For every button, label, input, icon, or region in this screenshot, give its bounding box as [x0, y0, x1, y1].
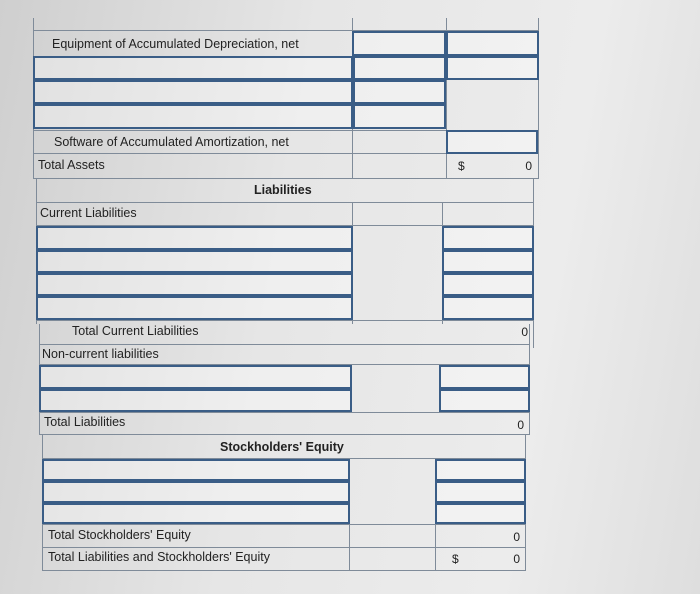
- noncurrent-liability-name-input-2[interactable]: [39, 389, 352, 412]
- row-divider: [42, 570, 526, 571]
- row-divider: [33, 178, 539, 179]
- total-assets-value: 0: [525, 159, 532, 173]
- row-divider: [36, 320, 534, 321]
- current-liabilities-label: Current Liabilities: [40, 206, 137, 220]
- total-liabilities-equity-label: Total Liabilities and Stockholders' Equity: [48, 550, 270, 564]
- total-current-liabilities-value: 0: [521, 325, 528, 339]
- asset-amount-input-3[interactable]: [353, 104, 446, 129]
- equity-name-input-1[interactable]: [42, 459, 350, 481]
- equity-heading: Stockholders' Equity: [220, 440, 344, 454]
- asset-name-input-1[interactable]: [33, 56, 353, 80]
- current-liability-name-input-2[interactable]: [36, 250, 353, 273]
- current-liability-name-input-4[interactable]: [36, 296, 353, 320]
- current-liability-total-input-4[interactable]: [442, 296, 534, 320]
- total-equity-value: 0: [513, 530, 520, 544]
- equity-total-input-2[interactable]: [435, 481, 526, 503]
- equity-name-input-2[interactable]: [42, 481, 350, 503]
- noncurrent-liability-name-input-1[interactable]: [39, 365, 352, 389]
- software-amount-input[interactable]: [446, 130, 538, 154]
- row-divider: [39, 434, 530, 435]
- row-divider: [39, 412, 530, 413]
- current-liability-total-input-1[interactable]: [442, 226, 534, 250]
- equity-total-input-1[interactable]: [435, 459, 526, 481]
- equipment-total-input[interactable]: [446, 31, 539, 56]
- row-divider: [42, 547, 526, 548]
- total-equity-label: Total Stockholders' Equity: [48, 528, 191, 542]
- current-liability-name-input-3[interactable]: [36, 273, 353, 296]
- asset-amount-input-1[interactable]: [353, 56, 446, 80]
- equipment-label: Equipment of Accumulated Depreciation, net: [52, 37, 299, 51]
- asset-name-input-2[interactable]: [33, 80, 353, 104]
- total-liabilities-equity-currency: $: [452, 552, 459, 566]
- row-divider: [39, 344, 530, 345]
- equity-total-input-3[interactable]: [435, 503, 526, 524]
- asset-total-input-1[interactable]: [446, 56, 539, 80]
- total-assets-currency: $: [458, 159, 465, 173]
- software-label: Software of Accumulated Amortization, net: [54, 135, 289, 149]
- noncurrent-liabilities-label: Non-current liabilities: [42, 347, 159, 361]
- row-divider: [42, 524, 526, 525]
- liabilities-heading: Liabilities: [254, 183, 312, 197]
- equipment-amount-input[interactable]: [352, 31, 446, 56]
- row-divider: [36, 202, 534, 203]
- total-assets-label: Total Assets: [38, 158, 105, 172]
- total-liabilities-label: Total Liabilities: [44, 415, 126, 429]
- equity-name-input-3[interactable]: [42, 503, 350, 524]
- noncurrent-liability-total-input-2[interactable]: [439, 389, 530, 412]
- total-liabilities-value: 0: [517, 418, 524, 432]
- noncurrent-liability-total-input-1[interactable]: [439, 365, 530, 389]
- current-liability-total-input-2[interactable]: [442, 250, 534, 273]
- total-liabilities-equity-value: 0: [513, 552, 520, 566]
- asset-amount-input-2[interactable]: [353, 80, 446, 104]
- current-liability-total-input-3[interactable]: [442, 273, 534, 296]
- current-liability-name-input-1[interactable]: [36, 226, 353, 250]
- total-current-liabilities-label: Total Current Liabilities: [72, 324, 199, 338]
- asset-name-input-3[interactable]: [33, 104, 353, 129]
